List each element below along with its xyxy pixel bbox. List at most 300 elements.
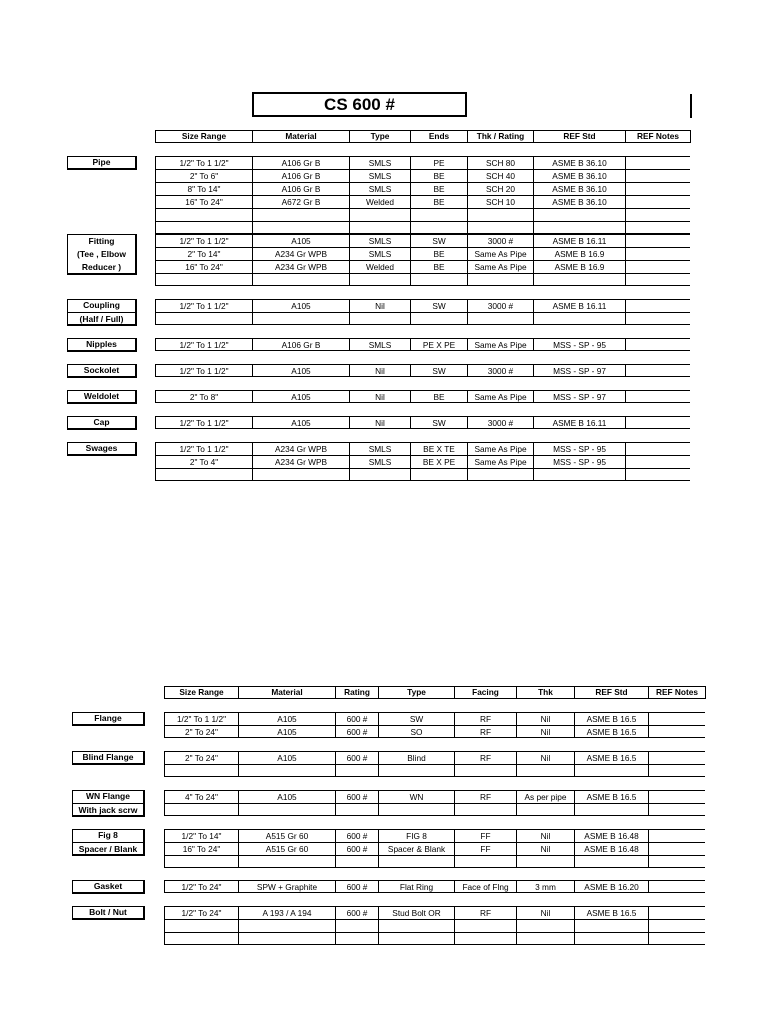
column-header: Material (252, 131, 349, 142)
table-cell: BE X TE (410, 443, 467, 455)
table-cell: 600 # (335, 881, 378, 892)
table-cell (164, 804, 238, 815)
table-cell: A105 (252, 300, 349, 312)
table-cell: 600 # (335, 830, 378, 842)
item-category-label (72, 829, 145, 856)
table-cell (625, 391, 690, 402)
table-row (155, 312, 690, 325)
label-line: Sockolet (83, 365, 120, 375)
table-cell: 600 # (335, 791, 378, 803)
table-cell (335, 856, 378, 867)
table-cell: SO (378, 726, 454, 737)
table-cell: 1/2" To 24" (164, 881, 238, 892)
table-cell: ASME B 16.48 (574, 830, 648, 842)
table-cell: BE (410, 196, 467, 208)
table-cell: SMLS (349, 170, 410, 182)
item-category-label (67, 299, 137, 326)
table-cell: 1/2" To 1 1/2" (155, 365, 252, 376)
table-cell: BE (410, 261, 467, 273)
column-header: REF Notes (648, 687, 705, 698)
table-cell: Nil (349, 391, 410, 402)
column-header: Facing (454, 687, 516, 698)
table-cell (625, 183, 690, 195)
table-cell: 16" To 24" (155, 261, 252, 273)
table-row (164, 855, 705, 868)
item-category-label (72, 880, 145, 894)
table-cell: Nil (516, 726, 574, 737)
table-row (155, 208, 690, 221)
table-cell: A105 (252, 417, 349, 428)
table-cell (625, 248, 690, 260)
table-cell: RF (454, 791, 516, 803)
table-row (155, 169, 690, 182)
table-cell: 600 # (335, 726, 378, 737)
table-row (164, 803, 705, 816)
table-cell (454, 933, 516, 944)
table-cell (625, 313, 690, 324)
table-cell: ASME B 36.10 (533, 183, 625, 195)
table-cell: BE (410, 248, 467, 260)
table-cell: Flat Ring (378, 881, 454, 892)
table-cell: BE (410, 183, 467, 195)
table-row (155, 247, 690, 260)
table-cell (625, 339, 690, 350)
table-cell: 2" To 14" (155, 248, 252, 260)
table-cell (648, 726, 705, 737)
table-cell (648, 752, 705, 764)
table-cell (648, 881, 705, 892)
table-cell: SMLS (349, 339, 410, 350)
table-row (155, 390, 690, 403)
table-cell: SW (410, 365, 467, 376)
table-row (155, 364, 690, 377)
table-cell: MSS - SP - 97 (533, 391, 625, 402)
table-row (164, 906, 705, 919)
table-cell: ASME B 16.5 (574, 907, 648, 919)
table-cell (252, 209, 349, 221)
table-cell: Same As Pipe (467, 391, 533, 402)
label-line: Swages (85, 443, 118, 453)
table-cell (625, 417, 690, 428)
table-cell: 2" To 4" (155, 456, 252, 468)
table-cell (574, 920, 648, 932)
table-row (155, 195, 690, 208)
table-cell: 3 mm (516, 881, 574, 892)
table-cell: 1/2" To 24" (164, 907, 238, 919)
table-cell (238, 765, 335, 776)
table-cell (533, 209, 625, 221)
table-cell (155, 313, 252, 324)
table-cell: Welded (349, 261, 410, 273)
table-cell: PE (410, 157, 467, 169)
table-cell: A106 Gr B (252, 157, 349, 169)
table-cell: A515 Gr 60 (238, 830, 335, 842)
item-category-label (72, 790, 145, 817)
table-cell: A105 (252, 365, 349, 376)
table-cell: Nil (516, 907, 574, 919)
label-line: Blind Flange (82, 752, 134, 762)
item-category-label (67, 234, 137, 275)
table-row (164, 725, 705, 738)
table-cell: Nil (349, 417, 410, 428)
table-cell (378, 804, 454, 815)
table-cell (378, 856, 454, 867)
label-line: (Tee , Elbow (77, 248, 126, 259)
table-cell (533, 469, 625, 480)
table-row (155, 442, 690, 455)
column-header: REF Std (574, 687, 648, 698)
table-cell (454, 765, 516, 776)
table-cell (467, 274, 533, 285)
table-cell: 600 # (335, 907, 378, 919)
table-cell: A106 Gr B (252, 183, 349, 195)
table-cell: A105 (252, 391, 349, 402)
table-row (164, 880, 705, 893)
item-category-label (67, 364, 137, 378)
item-category-label (72, 906, 145, 920)
table-cell (467, 469, 533, 480)
table-cell (164, 765, 238, 776)
table-cell (378, 765, 454, 776)
table-row (155, 182, 690, 195)
table-cell: BE X PE (410, 456, 467, 468)
label-line: Spacer / Blank (73, 842, 143, 856)
table-cell (335, 804, 378, 815)
table-cell (648, 933, 705, 944)
table-cell (238, 804, 335, 815)
table-cell (648, 920, 705, 932)
table-row (164, 764, 705, 777)
table-cell (335, 765, 378, 776)
table-cell: WN (378, 791, 454, 803)
column-header: Type (349, 131, 410, 142)
table-cell: 1/2" To 1 1/2" (155, 339, 252, 350)
table-row (164, 829, 705, 842)
table-cell (533, 274, 625, 285)
label-line: Gasket (93, 881, 123, 891)
table-cell (238, 920, 335, 932)
table-cell (349, 313, 410, 324)
label-line: Fig 8 (98, 829, 118, 840)
table-cell: ASME B 16.5 (574, 726, 648, 737)
table-cell: SMLS (349, 248, 410, 260)
table-cell: Nil (349, 365, 410, 376)
table-cell: Nil (349, 300, 410, 312)
table-cell (155, 274, 252, 285)
table-cell: FF (454, 830, 516, 842)
table-cell: SW (410, 300, 467, 312)
table-cell: 8" To 14" (155, 183, 252, 195)
table-cell (349, 274, 410, 285)
table-cell (625, 222, 690, 233)
label-line: Coupling (83, 299, 120, 310)
table-cell: Nil (516, 843, 574, 855)
table-cell: Same As Pipe (467, 261, 533, 273)
item-category-label (67, 416, 137, 430)
column-header: Thk (516, 687, 574, 698)
table-cell: Blind (378, 752, 454, 764)
table-cell: 3000 # (467, 300, 533, 312)
table-cell (625, 365, 690, 376)
table-cell: A106 Gr B (252, 339, 349, 350)
table-cell: Nil (516, 752, 574, 764)
table-row (155, 416, 690, 429)
table-cell: A234 Gr WPB (252, 248, 349, 260)
label-line: Weldolet (83, 391, 120, 401)
table-cell (648, 843, 705, 855)
column-header: Ends (410, 131, 467, 142)
table-cell: 4" To 24" (164, 791, 238, 803)
table-cell (516, 933, 574, 944)
table-cell: ASME B 36.10 (533, 157, 625, 169)
table-row (164, 842, 705, 855)
table-cell: 16" To 24" (155, 196, 252, 208)
table-cell (155, 222, 252, 233)
table-cell: ASME B 36.10 (533, 170, 625, 182)
table-cell: 1/2" To 1 1/2" (155, 443, 252, 455)
table-cell (574, 933, 648, 944)
table-cell (648, 804, 705, 815)
table-cell (454, 920, 516, 932)
table-header (155, 130, 691, 143)
table-cell: ASME B 16.20 (574, 881, 648, 892)
table-cell (410, 313, 467, 324)
label-line: Bolt / Nut (89, 907, 127, 917)
table-cell: SCH 20 (467, 183, 533, 195)
table-cell: SW (410, 235, 467, 247)
table-cell: Same As Pipe (467, 339, 533, 350)
column-header: Rating (335, 687, 378, 698)
table-cell (648, 791, 705, 803)
table-cell: 16" To 24" (164, 843, 238, 855)
table-cell (164, 856, 238, 867)
table-cell: 2" To 6" (155, 170, 252, 182)
table-cell: A105 (238, 726, 335, 737)
item-category-label (67, 338, 137, 352)
table-cell: A105 (238, 713, 335, 725)
table-cell: MSS - SP - 97 (533, 365, 625, 376)
table-cell: A234 Gr WPB (252, 456, 349, 468)
table-cell (574, 765, 648, 776)
table-cell (238, 856, 335, 867)
table-cell (378, 920, 454, 932)
table-cell (335, 920, 378, 932)
item-category-label (72, 751, 145, 765)
table-cell: MSS - SP - 95 (533, 339, 625, 350)
table-cell: 3000 # (467, 235, 533, 247)
table-row (164, 712, 705, 725)
item-category-label (67, 156, 137, 170)
table-cell (252, 222, 349, 233)
table-cell: RF (454, 726, 516, 737)
table-row (164, 751, 705, 764)
table-cell (625, 456, 690, 468)
label-line: WN Flange (86, 790, 130, 801)
column-header: Material (238, 687, 335, 698)
table-cell (648, 830, 705, 842)
table-cell: 3000 # (467, 417, 533, 428)
table-cell: PE X PE (410, 339, 467, 350)
table-cell: ASME B 16.9 (533, 261, 625, 273)
table-cell: Same As Pipe (467, 443, 533, 455)
table-cell (467, 209, 533, 221)
table-cell: 1/2" To 1 1/2" (155, 417, 252, 428)
table-row (155, 234, 690, 247)
table-cell: Spacer & Blank (378, 843, 454, 855)
table-cell (648, 713, 705, 725)
column-header: Thk / Rating (467, 131, 533, 142)
table-cell (155, 469, 252, 480)
table-row (155, 338, 690, 351)
table-row (155, 455, 690, 468)
table-cell: Same As Pipe (467, 456, 533, 468)
table-cell: SPW + Graphite (238, 881, 335, 892)
table-cell (648, 765, 705, 776)
table-cell (625, 170, 690, 182)
table-cell: A515 Gr 60 (238, 843, 335, 855)
label-line: Cap (93, 417, 110, 427)
table-row (155, 260, 690, 273)
table-cell: A106 Gr B (252, 170, 349, 182)
column-header: Size Range (164, 687, 238, 698)
table-cell (516, 765, 574, 776)
table-cell (516, 920, 574, 932)
table-cell: SMLS (349, 443, 410, 455)
label-line: With jack scrw (73, 803, 143, 817)
table-cell: SW (378, 713, 454, 725)
table-cell: ASME B 16.9 (533, 248, 625, 260)
table-cell (625, 209, 690, 221)
table-cell: MSS - SP - 95 (533, 456, 625, 468)
table-cell: A105 (238, 791, 335, 803)
table-cell: RF (454, 907, 516, 919)
table-cell: 1/2" To 1 1/2" (155, 300, 252, 312)
table-cell (625, 274, 690, 285)
table-cell: 1/2" To 14" (164, 830, 238, 842)
table-cell: ASME B 16.48 (574, 843, 648, 855)
label-line: (Half / Full) (68, 312, 135, 326)
table-row (155, 273, 690, 286)
table-cell: A234 Gr WPB (252, 261, 349, 273)
table-cell: Welded (349, 196, 410, 208)
table-row (155, 221, 690, 234)
table-cell: SCH 80 (467, 157, 533, 169)
label-line: Nipples (86, 339, 117, 349)
table-cell (454, 856, 516, 867)
table-cell (164, 920, 238, 932)
table-cell (410, 469, 467, 480)
table-cell (574, 804, 648, 815)
table-cell: Face of Flng (454, 881, 516, 892)
table-row (155, 468, 690, 481)
column-header: REF Std (533, 131, 625, 142)
table-cell: SW (410, 417, 467, 428)
table-cell: ASME B 16.11 (533, 235, 625, 247)
page-title: CS 600 # (252, 92, 467, 117)
table-cell (164, 933, 238, 944)
table-cell: ASME B 16.5 (574, 791, 648, 803)
table-cell (454, 804, 516, 815)
table-cell: ASME B 16.11 (533, 417, 625, 428)
table-cell (625, 443, 690, 455)
label-line: Pipe (92, 157, 111, 167)
table-cell: 2" To 8" (155, 391, 252, 402)
table-cell (378, 933, 454, 944)
table-cell (349, 209, 410, 221)
table-cell (252, 313, 349, 324)
table-cell (467, 313, 533, 324)
table-cell: A 193 / A 194 (238, 907, 335, 919)
table-cell (335, 933, 378, 944)
table-cell: A105 (238, 752, 335, 764)
label-line: Flange (94, 713, 122, 723)
column-header: Type (378, 687, 454, 698)
table-cell (410, 209, 467, 221)
label-line: Fitting (88, 235, 115, 246)
table-cell: 2" To 24" (164, 752, 238, 764)
table-cell: Stud Bolt OR (378, 907, 454, 919)
column-header: Size Range (155, 131, 252, 142)
table-cell: FIG 8 (378, 830, 454, 842)
table-cell (533, 313, 625, 324)
table-cell: ASME B 16.5 (574, 752, 648, 764)
table-row (164, 932, 705, 945)
table-cell: Same As Pipe (467, 248, 533, 260)
table-cell: 600 # (335, 713, 378, 725)
label-line: Reducer ) (81, 261, 122, 272)
table-cell: FF (454, 843, 516, 855)
table-cell (625, 469, 690, 480)
table-cell (625, 157, 690, 169)
table-cell (252, 469, 349, 480)
table-cell (155, 209, 252, 221)
table-cell: SCH 40 (467, 170, 533, 182)
table-cell (516, 856, 574, 867)
table-cell (625, 196, 690, 208)
table-cell: A234 Gr WPB (252, 443, 349, 455)
table-cell (349, 469, 410, 480)
table-cell (516, 804, 574, 815)
table-cell: 1/2" To 1 1/2" (164, 713, 238, 725)
table-cell (648, 907, 705, 919)
table-cell: 1/2" To 1 1/2" (155, 235, 252, 247)
table-cell: ASME B 36.10 (533, 196, 625, 208)
item-category-label (67, 390, 137, 404)
table-cell: 2" To 24" (164, 726, 238, 737)
table-cell (467, 222, 533, 233)
table-header (164, 686, 706, 699)
table-cell: SCH 10 (467, 196, 533, 208)
table-cell (625, 300, 690, 312)
table-cell (349, 222, 410, 233)
table-cell (410, 222, 467, 233)
table-row (155, 299, 690, 312)
table-cell: MSS - SP - 95 (533, 443, 625, 455)
table-cell: As per pipe (516, 791, 574, 803)
column-header: REF Notes (625, 131, 690, 142)
table-cell: 600 # (335, 752, 378, 764)
table-cell: Nil (516, 713, 574, 725)
table-cell (410, 274, 467, 285)
table-cell (648, 856, 705, 867)
table-row (164, 790, 705, 803)
table-cell: A672 Gr B (252, 196, 349, 208)
table-cell: Nil (516, 830, 574, 842)
item-category-label (67, 442, 137, 456)
table-cell: BE (410, 170, 467, 182)
table-cell: SMLS (349, 456, 410, 468)
table-cell: SMLS (349, 183, 410, 195)
